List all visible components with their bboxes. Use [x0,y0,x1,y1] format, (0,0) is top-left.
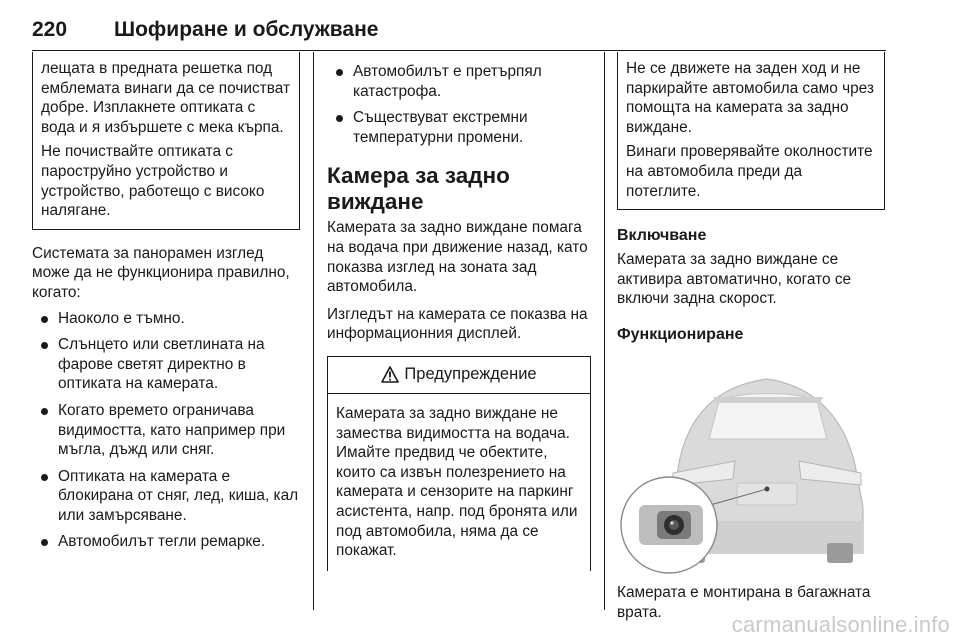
body-paragraph: Изгледът на камерата се показва на информационния дисплей. [327,305,588,343]
column-divider-1 [313,52,314,610]
bullet-icon [336,115,343,122]
page-header [0,0,960,50]
car-rear-view-image [617,357,887,579]
bullet-icon [41,342,48,349]
column-divider-2 [604,52,605,610]
warning-body [328,394,590,571]
watermark: carmanualsonline.info [731,612,950,637]
chapter-title: Шофиране и обслужване [114,18,379,41]
box-paragraph: Не почиствайте оптиката с пароструйно устройство и устройство, работещо с високо налягане. [41,143,265,220]
bullet-icon [41,474,48,481]
illustration-caption: Камерата е монтирана в багажната врата. [617,583,871,621]
rear-camera-illustration [617,357,887,579]
conditions-list [32,309,300,553]
list-item: Когато времето ограничава видимостта, като например при мъгла, дъжд или сняг. [32,401,300,460]
warning-triangle-icon [381,366,399,383]
list-item: Автомобилът тегли ремарке. [32,532,300,552]
section-title: Камера за задно виждане [327,163,510,215]
warning-title: Предупреждение [404,365,537,384]
warning-header [328,356,590,394]
bullet-icon [41,539,48,546]
subheading-function: Функциониране [617,325,744,343]
column-1 [32,52,300,552]
list-item: Автомобилът е претърпял катастрофа. [327,62,591,101]
column-2 [327,52,591,571]
subheading-activation: Включване [617,227,707,245]
warning-box [327,356,591,571]
page-number: 220 [32,18,68,41]
continued-warning-box [32,52,300,230]
list-item: Наоколо е тъмно. [32,309,300,329]
bullet-icon [41,408,48,415]
conditions-list-continued [327,62,591,147]
warning-text: Камерата за задно виждане не замества видимостта на водача. Имайте предвид че обектите, които са извън полезрението на камерата и сензорите на паркинг асистента, напр. под бронята или под автомобила, няма да се покажат. [336,404,578,560]
body-paragraph: Камерата за задно виждане помага на водача при движение назад, като показва изглед на зоната зад автомобила. [327,219,588,296]
body-paragraph: Камерата за задно виждане се активира автоматично, когато се включи задна скорост. [617,251,852,308]
caution-box [617,52,885,210]
box-paragraph: Винаги проверявайте околностите на автомобила преди да потеглите. [626,143,873,200]
box-paragraph: Не се движете на заден ход и не паркирайте автомобила само чрез помощта на камерата за задно виждане. [626,60,874,136]
column-3 [617,52,885,622]
list-item: Слънцето или светлината на фарове светят директно в оптиката на камерата. [32,335,300,394]
header-rule [32,50,886,51]
bullet-icon [41,316,48,323]
bullet-icon [336,69,343,76]
list-item: Съществуват екстремни температурни промени. [327,108,591,147]
box-paragraph: лещата в предната решетка под емблемата винаги да се почистват добре. Изплакнете оптиката с вода и я избършете с мека кърпа. [41,60,290,136]
list-item: Оптиката на камерата е блокирана от сняг, лед, киша, кал или замърсяване. [32,467,300,526]
intro-paragraph: Системата за панорамен изглед може да не функционира правилно, когато: [32,244,290,301]
